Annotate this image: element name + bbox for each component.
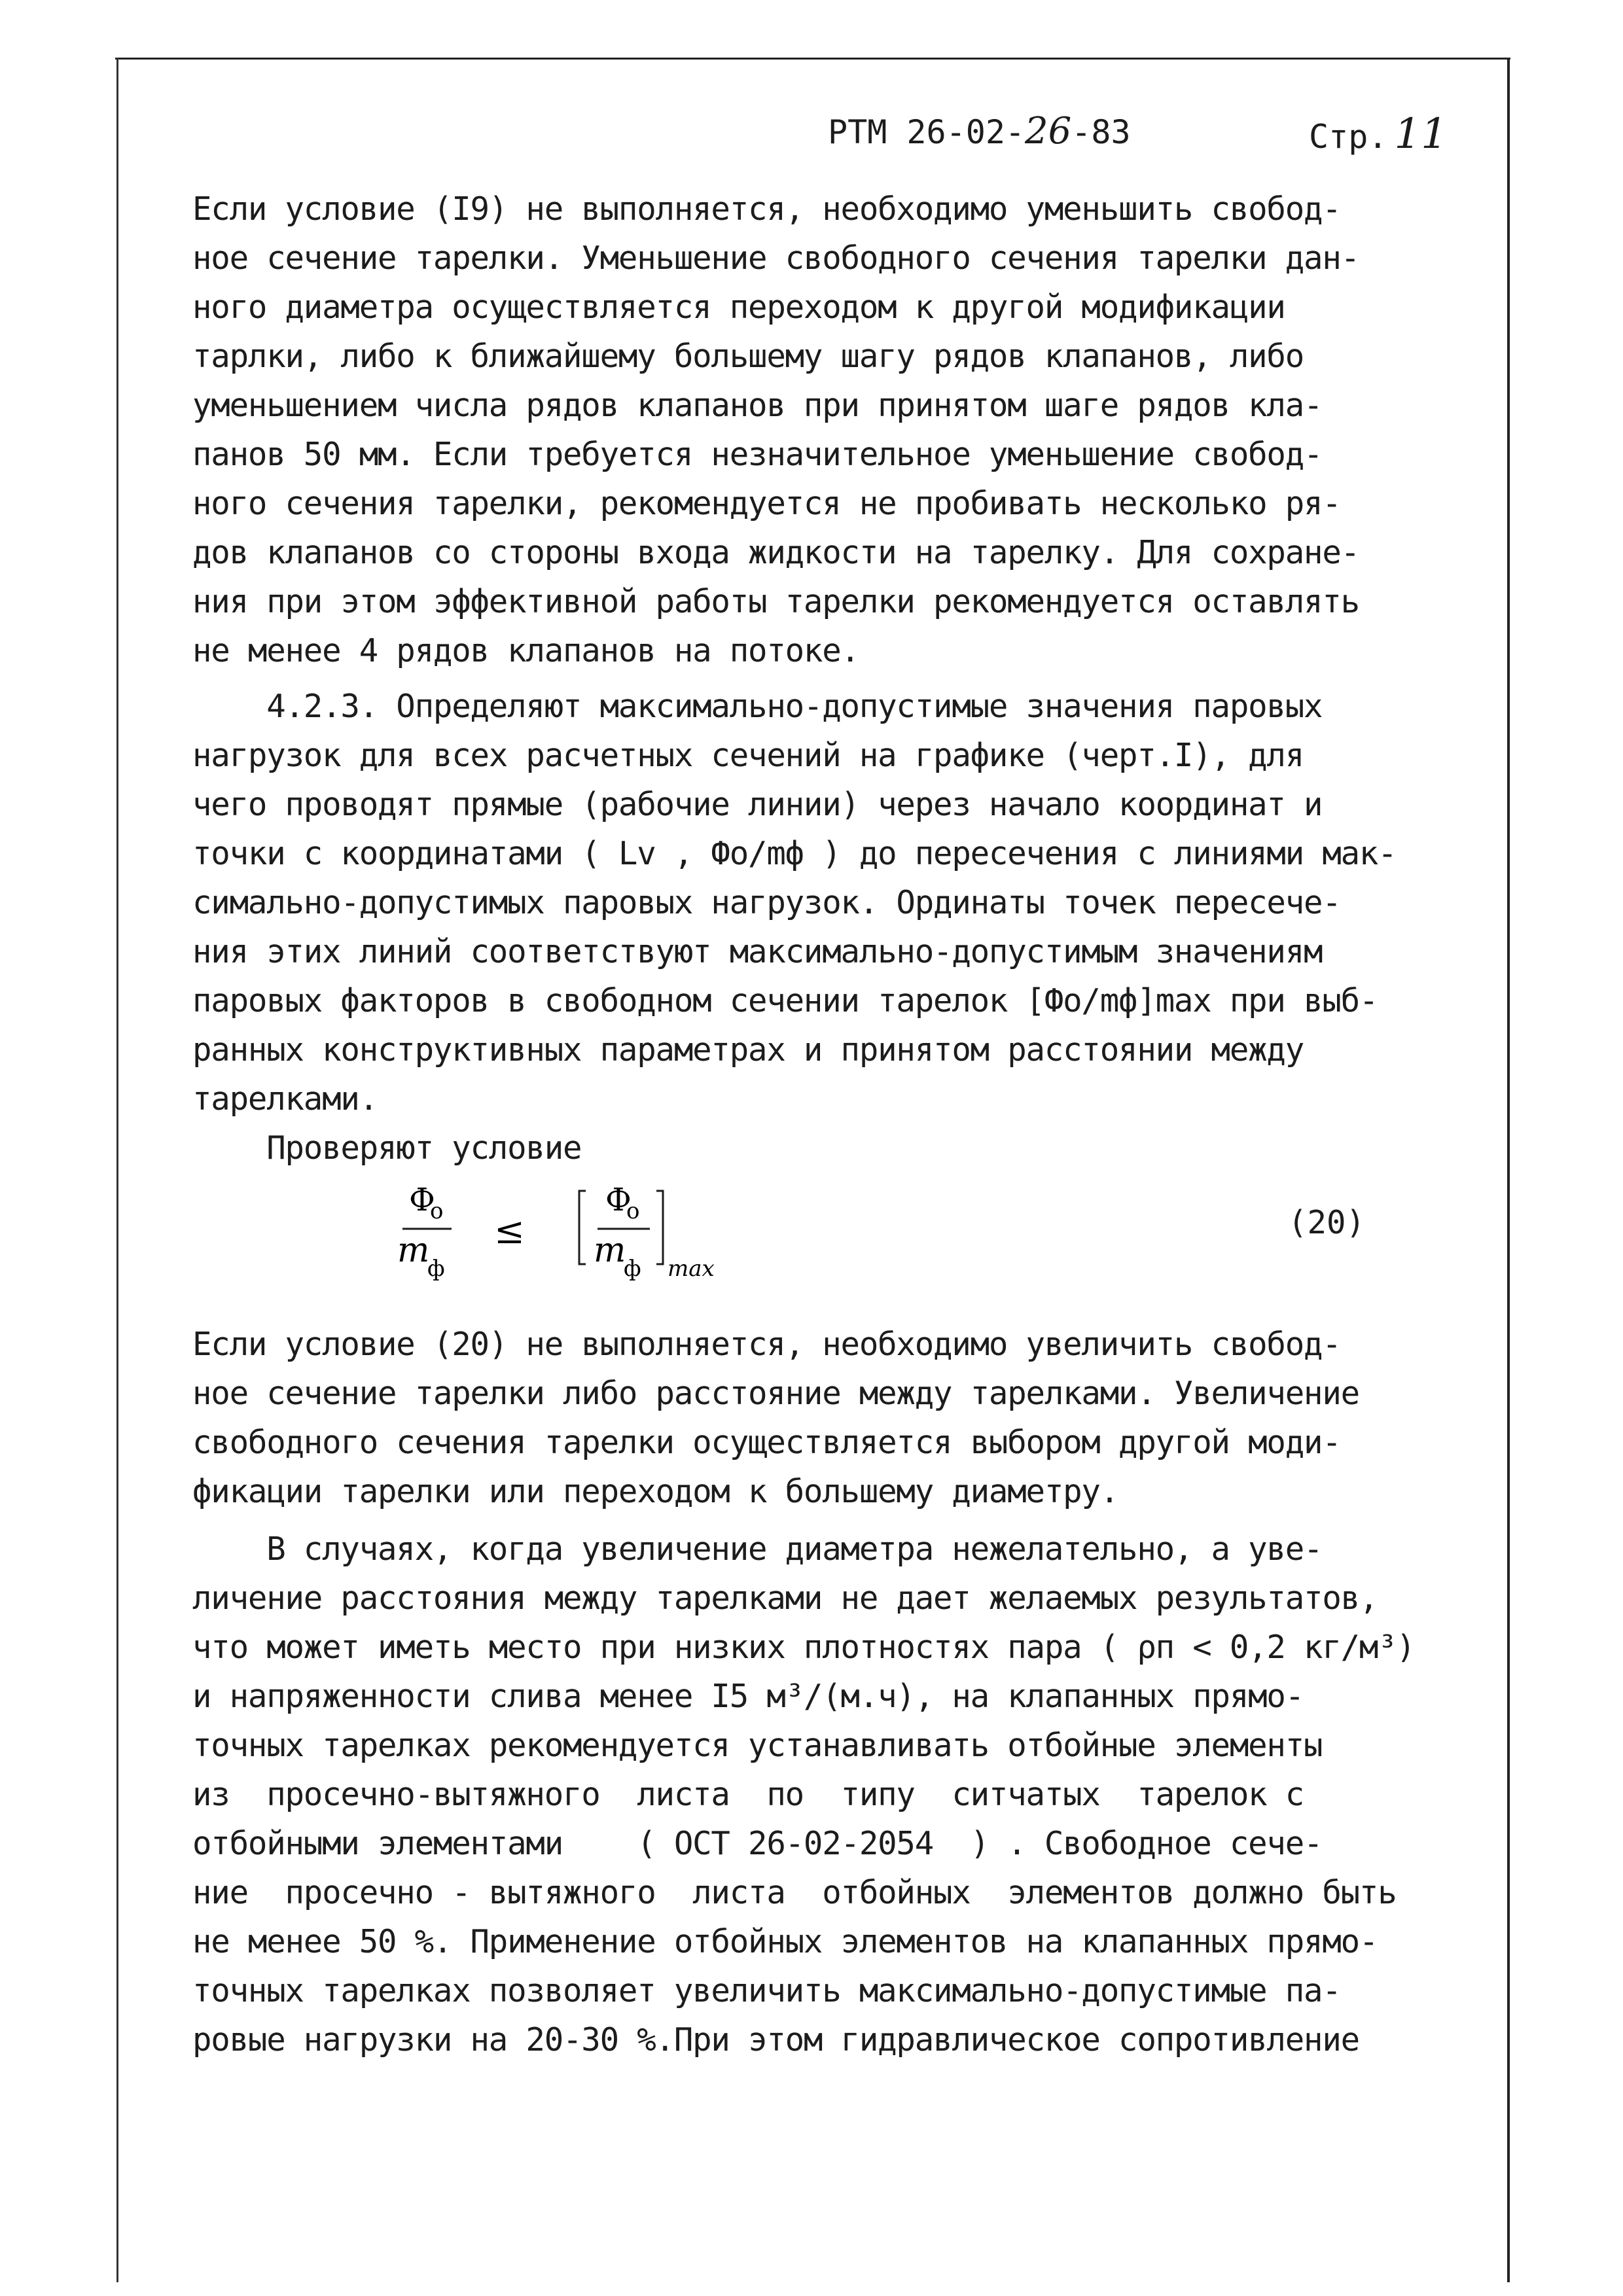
formula-right-denominator: m xyxy=(594,1231,626,1270)
text-line: Если условие (I9) не выполняется, необходимо уменьшить свобод- xyxy=(192,190,1341,228)
formula-left-denominator: m xyxy=(397,1231,430,1270)
text-line: ное сечение тарелки либо расстояние между тарелками. Увеличение xyxy=(192,1375,1359,1412)
text-line: нагрузок для всех расчетных сечений на графике (черт.I), для xyxy=(192,737,1304,774)
text-line: личение расстояния между тарелками не дает желаемых результатов, xyxy=(192,1580,1378,1617)
text-line: ное сечение тарелки. Уменьшение свободного сечения тарелки дан- xyxy=(192,239,1359,277)
text-line: ровые нагрузки на 20-30 %.При этом гидравлическое сопротивление xyxy=(192,2021,1359,2058)
formula-left-numerator-sub: о xyxy=(430,1198,444,1224)
text-line: В случаях, когда увеличение диаметра нежелательно, а уве- xyxy=(192,1530,1323,1568)
formula-right-bracket xyxy=(656,1191,663,1264)
text-line: тарлки, либо к ближайшему большему шагу рядов клапанов, либо xyxy=(192,338,1304,375)
text-line: отбойными элементами ( ОСТ 26-02-2054 ) . Свободное сече- xyxy=(192,1825,1323,1862)
text-line: дов клапанов со стороны входа жидкости на тарелку. Для сохране- xyxy=(192,534,1359,571)
text-line: ранных конструктивных параметрах и принятом расстоянии между xyxy=(192,1031,1304,1069)
text-line: панов 50 мм. Если требуется незначительное уменьшение свобод- xyxy=(192,436,1323,473)
formula-number: (20) xyxy=(1288,1204,1366,1241)
page-number-label xyxy=(1309,110,1448,158)
text-line: не менее 50 %. Применение отбойных элементов на клапанных прямо- xyxy=(192,1923,1378,1960)
frame-top-border xyxy=(115,58,1510,60)
text-line: симально-допустимых паровых нагрузок. Ординаты точек пересече- xyxy=(192,884,1341,921)
formula-left-numerator: Ф xyxy=(409,1182,435,1218)
formula-right-numerator: Ф xyxy=(605,1182,632,1218)
document-code-suffix: -83 xyxy=(1071,113,1131,151)
frame-left-border xyxy=(116,58,118,2282)
document-code-prefix: РТМ 26-02- xyxy=(828,113,1026,151)
text-line: свободного сечения тарелки осуществляется выбором другой моди- xyxy=(192,1424,1341,1461)
text-line: Проверяют условие xyxy=(192,1129,582,1167)
text-line: уменьшением числа рядов клапанов при принятом шаге рядов кла- xyxy=(192,387,1323,424)
formula-20 xyxy=(389,1178,756,1289)
formula-left-denominator-sub: ф xyxy=(427,1256,445,1282)
text-line: и напряженности слива менее I5 м³/(м.ч), на клапанных прямо- xyxy=(192,1678,1304,1715)
text-line: не менее 4 рядов клапанов на потоке. xyxy=(192,632,859,669)
text-line: из просечно-вытяжного листа по типу ситчатых тарелок с xyxy=(192,1776,1304,1813)
text-line: тарелками. xyxy=(192,1080,378,1118)
frame-right-border xyxy=(1507,58,1510,2282)
text-line: ния этих линий соответствуют максимально-допустимым значениям xyxy=(192,933,1323,970)
formula-left-bracket xyxy=(579,1191,586,1264)
text-line: паровых факторов в свободном сечении тарелок [Фо/mф]max при выб- xyxy=(192,982,1378,1019)
formula-relation: ≤ xyxy=(494,1210,525,1252)
formula-right-numerator-sub: о xyxy=(626,1198,640,1224)
formula-bracket-subscript: max xyxy=(668,1256,715,1282)
document-code xyxy=(828,110,1131,152)
page-number: 11 xyxy=(1394,110,1448,158)
text-line: ние просечно - вытяжного листа отбойных элементов должно быть xyxy=(192,1874,1397,1911)
text-line: точных тарелках позволяет увеличить максимально-допустимые па- xyxy=(192,1972,1341,2009)
text-line: ного диаметра осуществляется переходом к другой модификации xyxy=(192,289,1285,326)
text-line: точных тарелках рекомендуется устанавливать отбойные элементы xyxy=(192,1727,1323,1764)
page-label-text: Стр. xyxy=(1309,118,1388,156)
text-line: чего проводят прямые (рабочие линии) через начало координат и xyxy=(192,786,1323,823)
text-line: ного сечения тарелки, рекомендуется не пробивать несколько ря- xyxy=(192,485,1341,522)
text-line: 4.2.3. Определяют максимально-допустимые значения паровых xyxy=(192,688,1323,725)
text-line: точки с координатами ( Lv , Фо/mф ) до пересечения с линиями мак- xyxy=(192,835,1397,872)
formula-svg xyxy=(389,1178,756,1289)
formula-right-denominator-sub: ф xyxy=(624,1256,641,1282)
document-code-number: 26 xyxy=(1025,110,1072,152)
text-line: что может иметь место при низких плотностях пара ( ρп < 0,2 кг/м³) xyxy=(192,1629,1415,1666)
text-line: Если условие (20) не выполняется, необходимо увеличить свобод- xyxy=(192,1326,1341,1363)
text-line: ния при этом эффективной работы тарелки рекомендуется оставлять xyxy=(192,583,1359,620)
text-line: фикации тарелки или переходом к большему диаметру. xyxy=(192,1473,1119,1510)
